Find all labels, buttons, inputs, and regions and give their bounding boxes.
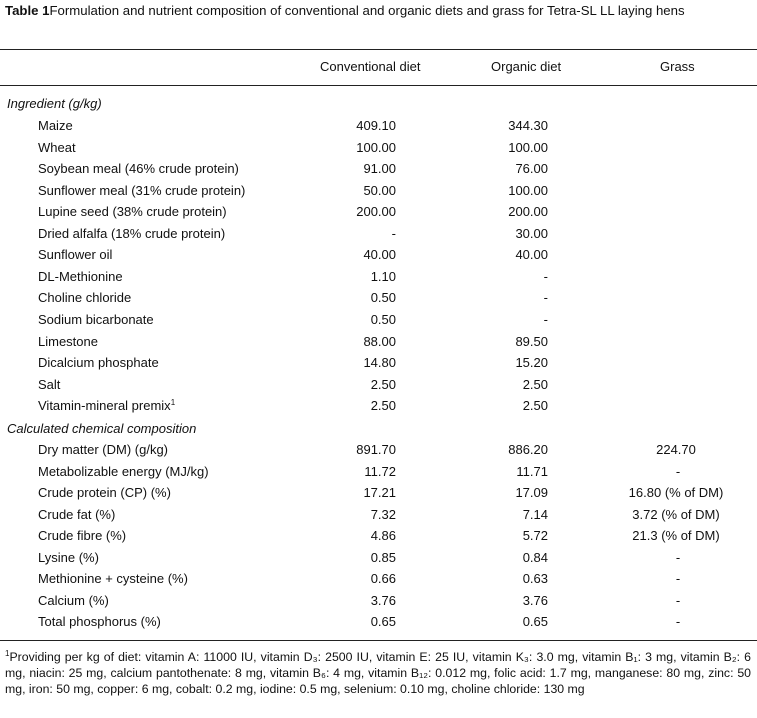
cell-grass: - [675, 592, 681, 608]
table-row [0, 377, 757, 399]
header-grass: Grass [660, 59, 695, 74]
cell-conventional: 40.00 [363, 247, 396, 263]
cell-conventional: 2.50 [370, 398, 396, 414]
table-row [0, 312, 757, 334]
row-label: Metabolizable energy (MJ/kg) [38, 463, 209, 479]
row-label: Sodium bicarbonate [38, 311, 154, 327]
header-conventional: Conventional diet [320, 59, 421, 74]
row-label: Total phosphorus (%) [38, 614, 161, 630]
cell-conventional: 0.85 [370, 549, 396, 565]
cell-organic: - [543, 290, 548, 306]
section-composition: Calculated chemical composition [7, 421, 197, 436]
table-row [0, 528, 757, 550]
cell-organic: 0.84 [522, 549, 548, 565]
footnote-marker: 1 [5, 649, 10, 658]
cell-conventional: 3.76 [370, 592, 396, 608]
table-row [0, 571, 757, 593]
row-label: Sunflower meal (31% crude protein) [38, 182, 246, 198]
section-ingredient: Ingredient (g/kg) [7, 96, 102, 111]
table-row [0, 398, 757, 420]
table-row [0, 226, 757, 248]
table-row [0, 442, 757, 464]
cell-conventional: 1.10 [370, 268, 396, 284]
cell-organic: 89.50 [515, 333, 548, 349]
cell-conventional: 0.65 [370, 614, 396, 630]
table-caption [5, 2, 750, 19]
cell-organic: 3.76 [522, 592, 548, 608]
cell-conventional: 0.50 [370, 311, 396, 327]
table-row [0, 183, 757, 205]
row-label: Limestone [38, 333, 98, 349]
cell-organic: 11.71 [516, 463, 548, 479]
cell-organic: 100.00 [508, 182, 548, 198]
footnote-ref: 1 [170, 398, 176, 408]
header-rule [0, 85, 757, 86]
cell-grass: - [675, 571, 681, 587]
footnote-text: Providing per kg of diet: vitamin A: 11000 IU, vitamin D₃: 2500 IU, vitamin E: 25 IU, vitamin K₃: 3.0 mg, vitamin B₁: 3 mg, vitamin B₂: 6 mg, niacin: 25 mg, calcium pantothenate: 8 mg, vitamin B₆: 4 mg, vitamin B₁₂: 0.012 mg, folic acid: 1.7 mg, manganese: 80 mg, zinc: 50 mg, iron: 50 mg, copper: 6 mg, cobalt: 0.2 mg, iodine: 0.5 mg, selenium: 0.10 mg, choline chloride: 130 mg [5, 650, 751, 696]
cell-organic: 2.50 [522, 376, 548, 392]
cell-organic: 344.30 [508, 118, 548, 133]
table-title: Formulation and nutrient composition of conventional and organic diets and grass for Tetra-SL LL laying hens [49, 3, 685, 18]
table-row [0, 507, 757, 529]
cell-organic: 17.09 [515, 485, 548, 501]
cell-organic: 15.20 [515, 355, 548, 371]
row-label: DL-Methionine [38, 268, 123, 284]
row-label: Dried alfalfa (18% crude protein) [38, 225, 226, 241]
cell-conventional: 0.50 [370, 290, 396, 306]
cell-conventional: 11.72 [364, 463, 396, 479]
table-row [0, 118, 757, 140]
row-label: Lysine (%) [38, 549, 99, 565]
cell-conventional: 4.86 [370, 528, 396, 544]
cell-organic: - [543, 268, 548, 284]
cell-grass: 3.72 (% of DM) [632, 506, 720, 522]
cell-organic: 0.65 [522, 614, 548, 630]
cell-organic: 5.72 [522, 528, 548, 544]
row-label: Choline chloride [38, 290, 132, 306]
cell-conventional: 91.00 [363, 161, 396, 177]
bottom-rule [0, 640, 757, 641]
cell-conventional: 2.50 [370, 376, 396, 392]
cell-grass: 16.80 (% of DM) [628, 485, 724, 501]
row-label: Crude fibre (%) [38, 528, 127, 544]
cell-grass: - [675, 614, 681, 630]
cell-grass: - [675, 463, 681, 479]
cell-conventional: 409.10 [356, 118, 396, 133]
header-organic: Organic diet [491, 59, 562, 74]
table-row [0, 290, 757, 312]
cell-conventional: 200.00 [356, 204, 396, 220]
row-label: Lupine seed (38% crude protein) [38, 204, 227, 220]
row-label: Dicalcium phosphate [38, 355, 159, 371]
table-row [0, 140, 757, 162]
cell-grass: 21.3 (% of DM) [632, 528, 720, 544]
row-label: Salt [38, 376, 61, 392]
cell-organic: 7.14 [522, 506, 548, 522]
cell-conventional: 891.70 [356, 442, 396, 457]
cell-grass: 224.70 [656, 442, 696, 457]
row-label: Crude fat (%) [38, 506, 116, 522]
table-row [0, 269, 757, 291]
table-footnote [5, 649, 751, 697]
table-row [0, 593, 757, 615]
top-rule [0, 49, 757, 50]
cell-conventional: 88.00 [363, 333, 396, 349]
cell-conventional: 7.32 [370, 506, 396, 522]
table-row [0, 485, 757, 507]
table-row [0, 550, 757, 572]
cell-organic: 0.63 [522, 571, 548, 587]
cell-organic: 30.00 [515, 225, 548, 241]
table-row [0, 247, 757, 269]
cell-conventional: 100.00 [356, 139, 396, 155]
row-label: Crude protein (CP) (%) [38, 485, 171, 501]
row-label: Vitamin-mineral premix$^1$ [38, 398, 176, 414]
table-row [0, 355, 757, 377]
cell-conventional: 0.66 [370, 571, 396, 587]
cell-organic: 76.00 [515, 161, 548, 177]
cell-organic: 40.00 [515, 247, 548, 263]
table-row [0, 614, 757, 636]
table-row [0, 161, 757, 183]
cell-organic: 100.00 [508, 139, 548, 155]
row-label: Wheat [38, 139, 76, 155]
row-label: Maize [38, 118, 73, 133]
table-label: Table 1 [5, 3, 50, 18]
table-row [0, 334, 757, 356]
row-label: Soybean meal (46% crude protein) [38, 161, 239, 177]
row-label: Sunflower oil [38, 247, 113, 263]
cell-conventional: - [391, 225, 396, 241]
cell-conventional: 17.21 [363, 485, 396, 501]
cell-organic: - [543, 311, 548, 327]
cell-organic: 200.00 [508, 204, 548, 220]
row-label: Calcium (%) [38, 592, 109, 608]
row-label: Methionine + cysteine (%) [38, 571, 188, 587]
cell-grass: - [675, 549, 681, 565]
table-row [0, 204, 757, 226]
cell-organic: 2.50 [522, 398, 548, 414]
cell-conventional: 50.00 [363, 182, 396, 198]
table-row [0, 464, 757, 486]
cell-organic: 886.20 [508, 442, 548, 457]
cell-conventional: 14.80 [363, 355, 396, 371]
row-label: Dry matter (DM) (g/kg) [38, 442, 168, 457]
